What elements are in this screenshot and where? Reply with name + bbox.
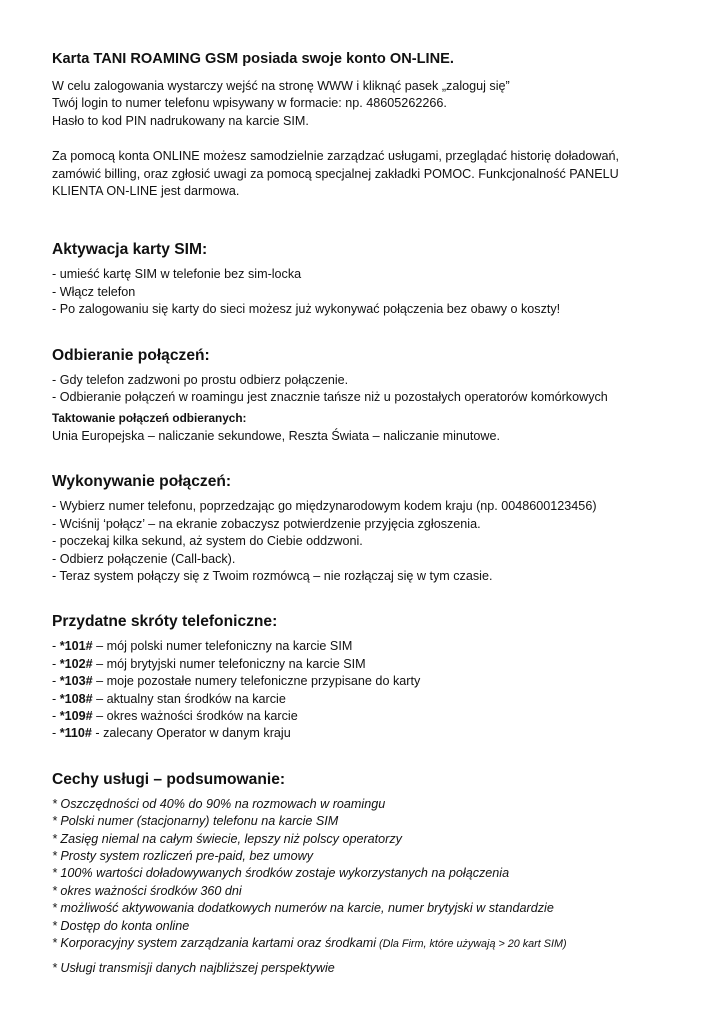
list-item: - Po zalogowaniu się karty do sieci możesz już wykonywać połączenia bez obawy o koszty!	[52, 302, 561, 317]
summary-item: * 100% wartości doładowywanych środków zostaje wykorzystanych na połączenia	[52, 866, 510, 881]
shortcut-text: – mój polski numer telefoniczny na karcie SIM	[92, 639, 353, 654]
summary-item: * Zasięg niemal na całym świecie, lepszy niż polscy operatorzy	[52, 831, 402, 846]
list-item: - Włącz telefon	[52, 284, 136, 299]
list-item: - Wciśnij ‘połącz’ – na ekranie zobaczysz potwierdzenie przyjęcia zgłoszenia.	[52, 516, 481, 531]
shortcut-prefix: -	[52, 674, 60, 689]
shortcut-code: *110#	[59, 726, 92, 741]
receiving-heading: Odbieranie połączeń:	[52, 346, 210, 364]
shortcut-item	[52, 673, 702, 690]
shortcuts-list	[52, 638, 702, 742]
shortcut-prefix: -	[52, 726, 60, 741]
summary-item: * Prosty system rozliczeń pre-paid, bez umowy	[52, 848, 314, 863]
shortcut-item	[52, 725, 702, 742]
shortcut-text: – mój brytyjski numer telefoniczny na karcie SIM	[92, 656, 366, 671]
summary-item: * Usługi transmisji danych najbliższej perspektywie	[52, 961, 335, 976]
corporate-item: * Korporacyjny system zarządzania kartami oraz środkami	[52, 936, 377, 950]
shortcut-text: - zalecany Operator w danym kraju	[91, 726, 291, 741]
shortcut-item	[52, 638, 702, 655]
shortcut-code: *102#	[59, 656, 93, 671]
summary-list	[52, 796, 702, 978]
shortcut-text: – moje pozostałe numery telefoniczne przypisane do karty	[92, 674, 421, 689]
summary-item: * Dostęp do konta online	[52, 918, 190, 933]
shortcut-code: *103#	[59, 674, 93, 689]
shortcuts-heading: Przydatne skróty telefoniczne:	[52, 613, 278, 631]
summary-item: * Polski numer (stacjonarny) telefonu na karcie SIM	[52, 814, 339, 829]
shortcut-prefix: -	[52, 639, 60, 654]
shortcut-prefix: -	[52, 656, 60, 671]
making-list	[52, 498, 702, 585]
billing-text: Unia Europejska – naliczanie sekundowe, Reszta Świata – naliczanie minutowe.	[52, 428, 501, 443]
list-item: - Gdy telefon zadzwoni po prostu odbierz połączenie.	[52, 372, 349, 387]
shortcut-code: *109#	[59, 708, 93, 723]
summary-heading: Cechy usługi – podsumowanie:	[52, 770, 286, 788]
activation-heading: Aktywacja karty SIM:	[52, 241, 208, 259]
list-item: - Wybierz numer telefonu, poprzedzając go międzynarodowym kodem kraju (np. 0048600123456)	[52, 499, 597, 514]
shortcut-text: – aktualny stan środków na karcie	[92, 691, 286, 706]
online-paragraph: Za pomocą konta ONLINE możesz samodzielnie zarządzać usługami, przeglądać historię doładowań, zamówić billing, oraz zgłosić uwagi za pomocą specjalnej zakładki POMOC. Funkcjonalność PANELU KLIENTA ON-LINE jest darmowa.	[52, 149, 620, 199]
shortcut-prefix: -	[52, 691, 60, 706]
document-content	[52, 50, 702, 978]
list-item: - Teraz system połączy się z Twoim rozmówcą – nie rozłączaj się w tym czasie.	[52, 568, 493, 583]
making-heading: Wykonywanie połączeń:	[52, 473, 232, 491]
summary-item	[52, 935, 702, 953]
billing-subheading: Taktowanie połączeń odbieranych:	[52, 411, 247, 426]
shortcut-item	[52, 691, 702, 708]
page-title: Karta TANI ROAMING GSM posiada swoje konto ON-LINE.	[52, 51, 454, 67]
shortcut-item	[52, 656, 702, 673]
shortcut-code: *108#	[59, 691, 93, 706]
shortcut-prefix: -	[52, 708, 60, 723]
corporate-note: (Dla Firm, które używają > 20 kart SIM)	[376, 938, 567, 950]
intro-line: Hasło to kod PIN nadrukowany na karcie SIM.	[52, 113, 309, 128]
shortcut-code: *101#	[59, 639, 93, 654]
list-item: - Odbieranie połączeń w roamingu jest znacznie tańsze niż u pozostałych operatorów komórkowych	[52, 390, 608, 405]
list-item: - poczekaj kilka sekund, aż system do Ciebie oddzwoni.	[52, 534, 363, 549]
intro-line: Twój login to numer telefonu wpisywany w formacie: np. 48605262266.	[52, 96, 447, 111]
receiving-list	[52, 372, 702, 407]
list-item: - umieść kartę SIM w telefonie bez sim-locka	[52, 267, 302, 282]
list-item: - Odbierz połączenie (Call-back).	[52, 551, 236, 566]
intro-paragraph	[52, 78, 702, 130]
summary-item: * możliwość aktywowania dodatkowych numerów na karcie, numer brytyjski w standardzie	[52, 901, 554, 916]
summary-item: * okres ważności środków 360 dni	[52, 883, 242, 898]
shortcut-text: – okres ważności środków na karcie	[92, 708, 298, 723]
intro-line: W celu zalogowania wystarczy wejść na stronę WWW i kliknąć pasek „zaloguj się”	[52, 79, 510, 93]
summary-item: * Oszczędności od 40% do 90% na rozmowach w roamingu	[52, 796, 386, 811]
activation-list	[52, 266, 702, 318]
shortcut-item	[52, 708, 702, 725]
